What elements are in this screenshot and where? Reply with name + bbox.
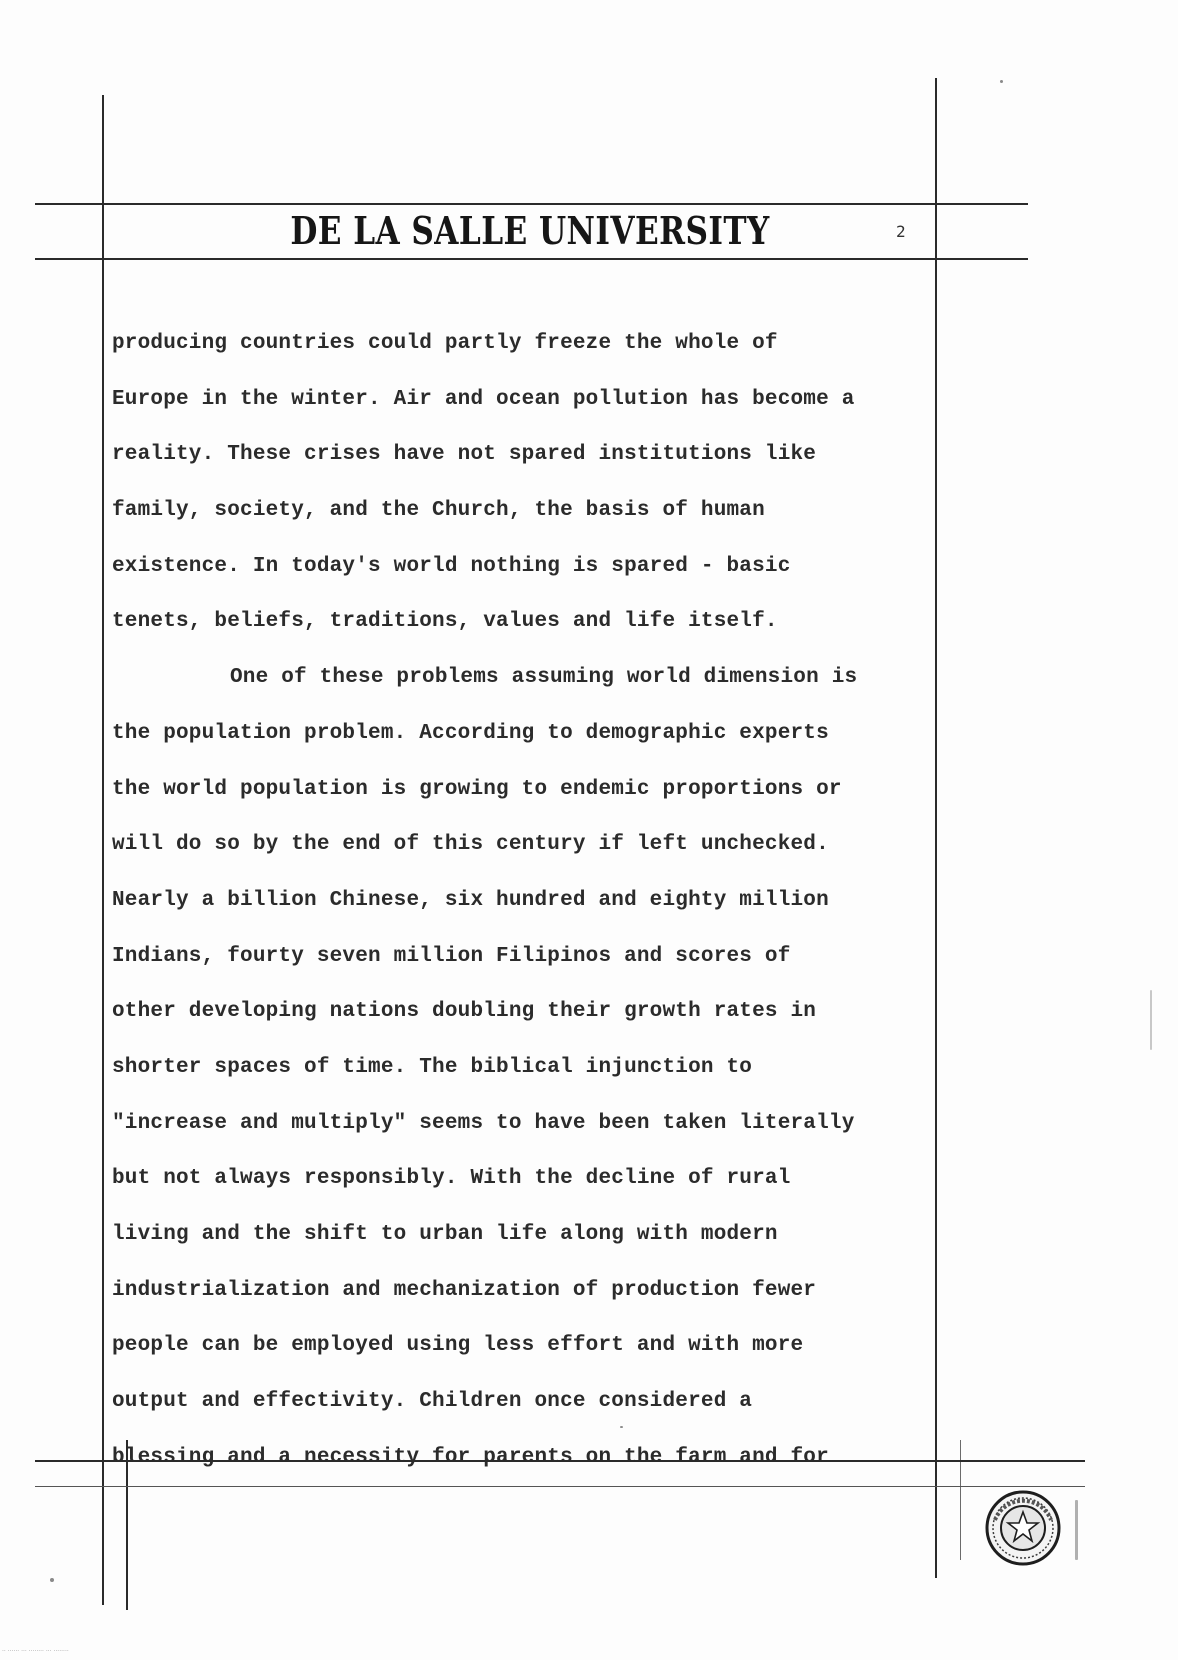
letterhead-title: DE LA SALLE UNIVERSITY (290, 208, 770, 253)
text-line: shorter spaces of time. The biblical injunction to (112, 1055, 753, 1079)
scan-speck (1075, 1500, 1078, 1560)
text-line: the world population is growing to endemic proportions or (112, 777, 842, 801)
text-line: Europe in the winter. Air and ocean pollution has become a (112, 387, 855, 411)
text-line: One of these problems assuming world dimension is (230, 666, 858, 690)
scan-speck (50, 1578, 54, 1582)
text-line: reality. These crises have not spared institutions like (112, 443, 817, 467)
text-line: producing countries could partly freeze the whole of (112, 332, 778, 355)
right-margin-rule-lower (960, 1440, 961, 1560)
text-line: "increase and multiply" seems to have been taken literally (112, 1111, 855, 1135)
scan-footer-mark: ·· ······ ··· ········ ··· ········ (2, 1648, 69, 1655)
text-line: people can be employed using less effort and with more (112, 1334, 804, 1358)
text-line: the population problem. According to demographic experts (112, 721, 829, 745)
left-margin-rule (102, 95, 104, 1605)
text-line: blessing and a necessity for parents on the farm and for (112, 1445, 829, 1469)
text-line: tenets, beliefs, traditions, values and life itself. (112, 610, 778, 634)
footer-bottom-rule (35, 1486, 1085, 1487)
text-line: Nearly a billion Chinese, six hundred and eighty million (112, 888, 829, 912)
university-seal-icon (985, 1490, 1061, 1566)
text-line: existence. In today's world nothing is spared - basic (112, 554, 791, 578)
scan-speck (1150, 990, 1152, 1050)
text-line: Indians, fourty seven million Filipinos and scores of (112, 944, 791, 968)
scan-speck (620, 1426, 623, 1428)
text-line: living and the shift to urban life along with modern (112, 1223, 778, 1246)
text-line: family, society, and the Church, the basis of human (112, 499, 765, 523)
text-line: industrialization and mechanization of production fewer (112, 1278, 817, 1302)
text-line: will do so by the end of this century if left unchecked. (112, 833, 829, 857)
body-text (112, 316, 952, 1485)
text-line: output and effectivity. Children once considered a (112, 1390, 753, 1414)
text-line: but not always responsibly. With the decline of rural (112, 1167, 791, 1191)
page-number: 2 (896, 222, 906, 241)
text-line: other developing nations doubling their growth rates in (112, 1000, 817, 1024)
scan-speck (1000, 80, 1003, 83)
